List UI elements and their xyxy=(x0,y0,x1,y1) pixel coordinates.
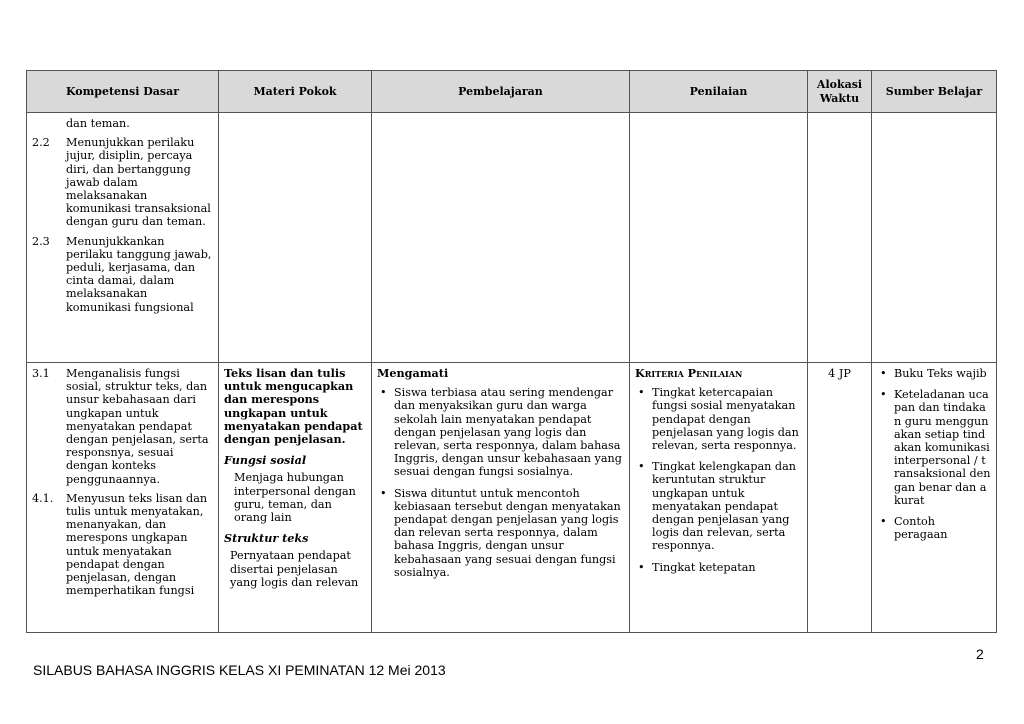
bullet-icon: • xyxy=(638,460,645,474)
sumber-cell xyxy=(872,363,997,633)
bullet-icon: • xyxy=(880,515,887,529)
fungsi-sosial-text: Menjaga hubungan interpersonal dengan guru, teman, dan orang lain xyxy=(234,471,356,525)
list-item-text: Keteladanan ucapan dan tindakan guru menggunakan setiap tindakan komunikasi interpersonal / transaksional dengan benar dan akurat xyxy=(894,388,991,507)
syllabus-table xyxy=(26,70,997,633)
bullet-icon: • xyxy=(638,560,645,574)
list-item xyxy=(877,515,991,541)
kd-item xyxy=(32,136,213,228)
list-item xyxy=(877,388,991,507)
list-item-text: Tingkat ketercapaian fungsi sosial menyatakan pendapat dengan penjelasan yang logis dan relevan, serta responnya. xyxy=(652,386,799,453)
materi-title: Teks lisan dan tulis untuk mengucapkan dan merespons ungkapan untuk menyatakan pendapat dengan penjelasan. xyxy=(224,366,363,447)
list-item xyxy=(635,460,802,552)
kd-continuation: dan teman. xyxy=(66,117,130,130)
list-item-text: Tingkat ketepatan xyxy=(652,560,756,574)
kd-number: 3.1 xyxy=(32,367,50,380)
list-item-text: Siswa terbiasa atau sering mendengar dan menyaksikan guru dan warga sekolah lain menyatakan pendapat dengan penjelasan yang logis dan relevan, serta responnya, dalam bahasa Inggris, dengan unsur kebahasaan yang sesuai dengan fungsi sosialnya. xyxy=(394,386,622,479)
table-header-row xyxy=(27,71,997,113)
kd-number: 2.2 xyxy=(32,136,50,150)
list-item-text: Tingkat kelengkapan dan keruntutan struktur ungkapan untuk menyatakan pendapat dengan penjelasan yang logis dan relevan, serta responnya. xyxy=(652,460,796,553)
empty-cell xyxy=(808,113,872,363)
bullet-icon: • xyxy=(638,386,645,400)
pembelajaran-cell xyxy=(372,363,630,633)
materi-cell xyxy=(219,363,372,633)
list-item xyxy=(635,561,802,574)
document-footer: SILABUS BAHASA INGGRIS KELAS XI PEMINATAN 12 Mei 2013 xyxy=(33,662,446,678)
list-item xyxy=(377,386,624,478)
kd-text: Menyusun teks lisan dan tulis untuk menyatakan, menanyakan, dan merespons ungkapan untuk menyatakan pendapat dengan penjelasan, dengan memperhatikan fungsi xyxy=(66,491,208,598)
kd-number: 2.3 xyxy=(32,234,50,248)
kd-number: 4.1. xyxy=(32,491,54,505)
header-alokasi-waktu: Alokasi Waktu xyxy=(808,71,872,113)
empty-cell xyxy=(630,113,808,363)
list-item-text: Siswa dituntut untuk mencontoh kebiasaan tersebut dengan menyatakan pendapat dengan penjelasan yang logis dan relevan serta responnya, dalam bahasa Inggris, dengan unsur kebahasaan yang sesuai dengan fungsi sosialnya. xyxy=(394,486,621,579)
penilaian-list xyxy=(635,386,802,574)
sumber-list xyxy=(877,367,991,541)
table-row xyxy=(27,113,997,363)
kd-cell xyxy=(27,113,219,363)
list-item xyxy=(377,487,624,579)
empty-cell xyxy=(872,113,997,363)
alokasi-cell xyxy=(808,363,872,633)
header-penilaian: Penilaian xyxy=(630,71,808,113)
alokasi-waktu-value: 4 JP xyxy=(828,367,851,380)
bullet-icon: • xyxy=(880,388,887,402)
header-materi-pokok: Materi Pokok xyxy=(219,71,372,113)
list-item-text: Buku Teks wajib xyxy=(894,367,987,380)
empty-cell xyxy=(219,113,372,363)
list-item-text: Contoh peragaan xyxy=(894,515,948,542)
list-item xyxy=(635,386,802,452)
header-pembelajaran: Pembelajaran xyxy=(372,71,630,113)
kd-item xyxy=(32,367,213,486)
bullet-icon: • xyxy=(380,386,387,400)
struktur-teks-label: Struktur teks xyxy=(224,531,309,546)
kd-text: Menunjukkankan perilaku tanggung jawab, peduli, kerjasama, dan cinta damai, dalam melaksanakan komunikasi fungsional xyxy=(66,234,212,314)
penilaian-cell xyxy=(630,363,808,633)
kd-item xyxy=(32,492,213,598)
kd-item xyxy=(32,235,213,314)
empty-cell xyxy=(372,113,630,363)
struktur-teks-text: Pernyataan pendapat disertai penjelasan yang logis dan relevan xyxy=(230,549,359,589)
penilaian-title: Kriteria Penilaian xyxy=(635,366,743,380)
kd-text: Menunjukkan perilaku jujur, disiplin, percaya diri, dan bertanggung jawab dalam melaksanakan komunikasi transaksional dengan guru dan teman. xyxy=(66,136,211,229)
fungsi-sosial-label: Fungsi sosial xyxy=(224,453,307,468)
kd-cell xyxy=(27,363,219,633)
header-kompetensi-dasar: Kompetensi Dasar xyxy=(27,71,219,113)
pembelajaran-list xyxy=(377,386,624,579)
table-row xyxy=(27,363,997,633)
kd-text: Menganalisis fungsi sosial, struktur teks, dan unsur kebahasaan dari ungkapan untuk menyatakan pendapat dengan penjelasan, serta responsnya, sesuai dengan konteks penggunaannya. xyxy=(66,367,209,486)
pembelajaran-title: Mengamati xyxy=(377,366,449,380)
bullet-icon: • xyxy=(380,486,387,500)
bullet-icon: • xyxy=(880,367,887,380)
list-item xyxy=(877,367,991,380)
header-sumber-belajar: Sumber Belajar xyxy=(872,71,997,113)
page-number: 2 xyxy=(976,646,984,662)
